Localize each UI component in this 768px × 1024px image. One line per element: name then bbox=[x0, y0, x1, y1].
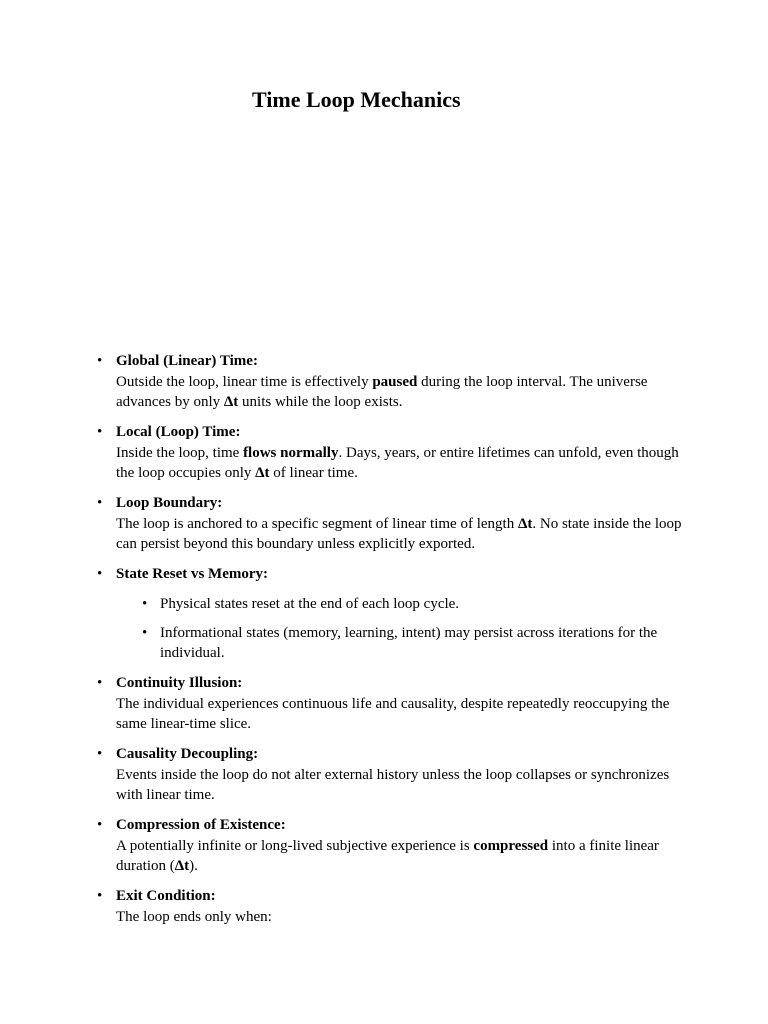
sub-bullet-list bbox=[116, 594, 690, 664]
sub-item-text: Physical states reset at the end of each loop cycle. bbox=[160, 595, 460, 612]
item-body bbox=[116, 514, 690, 555]
emphasis-text: compressed bbox=[473, 837, 549, 854]
body-text: ). bbox=[189, 858, 198, 874]
bullet-icon: • bbox=[97, 424, 103, 440]
body-text: The loop is anchored to a specific segment of linear time of length bbox=[116, 515, 518, 532]
bullet-list bbox=[97, 351, 690, 937]
item-body bbox=[116, 694, 690, 735]
body-text: A potentially infinite or long-lived subjective experience is bbox=[116, 837, 474, 854]
bullet-icon: • bbox=[97, 495, 103, 511]
item-body bbox=[116, 443, 690, 484]
bullet-icon: • bbox=[97, 353, 103, 369]
sub-list-item bbox=[142, 623, 690, 664]
list-item bbox=[97, 886, 690, 927]
bullet-icon: • bbox=[97, 675, 103, 691]
body-text: Inside the loop, time bbox=[116, 444, 244, 461]
page-title: Time Loop Mechanics bbox=[252, 87, 461, 112]
list-item bbox=[97, 493, 690, 555]
list-item bbox=[97, 422, 690, 484]
item-heading: Loop Boundary: bbox=[116, 495, 223, 511]
bullet-icon: • bbox=[97, 566, 103, 582]
body-text: . No state inside the loop can persist beyond this boundary unless explicitly exported. bbox=[116, 515, 682, 552]
body-text: during the loop interval. The universe advances by only bbox=[116, 373, 648, 410]
emphasis-text: Δt bbox=[517, 515, 533, 532]
bullet-icon: • bbox=[97, 817, 103, 833]
body-text: The individual experiences continuous life and causality, despite repeatedly reoccupying the same linear-time slice. bbox=[116, 695, 670, 732]
body-text: into a finite linear duration ( bbox=[116, 837, 659, 874]
sub-list-item bbox=[142, 594, 690, 615]
body-text: The loop ends only when: bbox=[116, 908, 272, 925]
emphasis-text: flows normally bbox=[243, 444, 339, 461]
bullet-icon: • bbox=[97, 888, 103, 904]
item-heading: Global (Linear) Time: bbox=[116, 353, 258, 369]
item-heading: State Reset vs Memory: bbox=[116, 566, 269, 582]
item-body bbox=[116, 836, 690, 877]
item-body bbox=[116, 765, 690, 806]
body-text: . Days, years, or entire lifetimes can unfold, even though the loop occupies only bbox=[116, 444, 679, 481]
list-item bbox=[97, 815, 690, 877]
body-text: units while the loop exists. bbox=[238, 394, 403, 410]
list-item bbox=[97, 564, 690, 664]
bullet-icon: • bbox=[142, 624, 148, 641]
body-text: Events inside the loop do not alter external history unless the loop collapses or synchronizes with linear time. bbox=[116, 766, 670, 803]
item-heading: Exit Condition: bbox=[116, 888, 216, 904]
item-body bbox=[116, 372, 690, 413]
emphasis-text: Δt bbox=[174, 858, 190, 874]
list-item bbox=[97, 673, 690, 735]
emphasis-text: Δt bbox=[255, 465, 270, 481]
body-text: Outside the loop, linear time is effectively bbox=[116, 373, 373, 390]
emphasis-text: Δt bbox=[223, 394, 239, 410]
body-text: of linear time. bbox=[269, 465, 358, 481]
item-heading: Continuity Illusion: bbox=[116, 675, 243, 691]
sub-item-text: Informational states (memory, learning, intent) may persist across iterations for the individual. bbox=[160, 624, 658, 661]
item-heading: Local (Loop) Time: bbox=[116, 424, 241, 440]
emphasis-text: paused bbox=[372, 373, 418, 390]
bullet-icon: • bbox=[142, 595, 148, 612]
item-body bbox=[116, 907, 690, 928]
item-heading: Compression of Existence: bbox=[116, 817, 286, 833]
list-item bbox=[97, 744, 690, 806]
item-heading: Causality Decoupling: bbox=[116, 746, 259, 762]
bullet-icon: • bbox=[97, 746, 103, 762]
list-item bbox=[97, 351, 690, 413]
